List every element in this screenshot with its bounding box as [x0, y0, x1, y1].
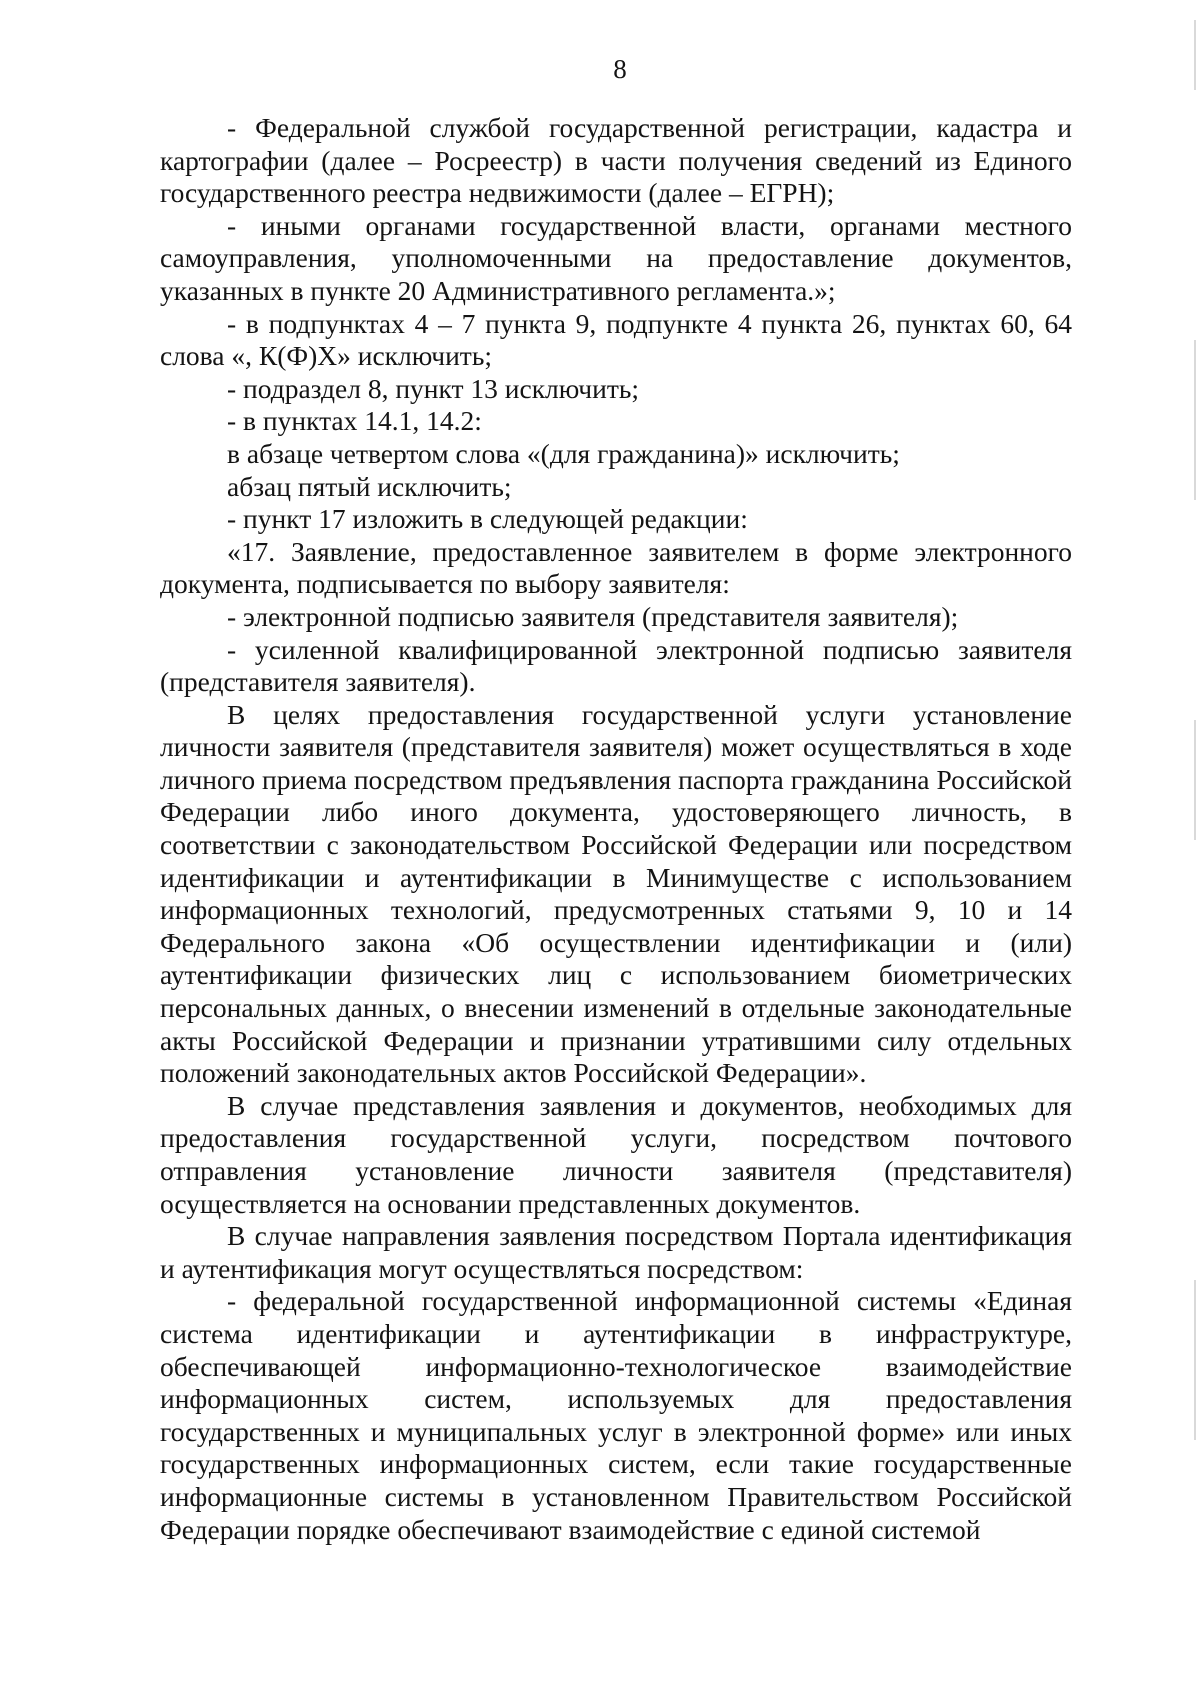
paragraph: «17. Заявление, предоставленное заявителем в форме электронного документа, подписывается по выбору заявителя:: [160, 535, 1072, 600]
paragraph: В случае представления заявления и документов, необходимых для предоставления государственной услуги, посредством почтового отправления установление личности заявителя (представителя) осуществляется на основании представленных документов.: [160, 1089, 1072, 1219]
paragraph: - в подпунктах 4 – 7 пункта 9, подпункте 4 пункта 26, пунктах 60, 64 слова «, К(Ф)Х» исключить;: [160, 307, 1072, 372]
paragraph: абзац пятый исключить;: [227, 470, 512, 502]
paragraph: - усиленной квалифицированной электронной подписью заявителя (представителя заявителя).: [160, 633, 1072, 698]
paragraph: - Федеральной службой государственной регистрации, кадастра и картографии (далее – Росреестр) в части получения сведений из Единого государственного реестра недвижимости (далее – ЕГРН);: [160, 112, 1072, 209]
paragraph: В случае направления заявления посредством Портала идентификация и аутентификация могут осуществляться посредством:: [160, 1220, 1072, 1284]
page-number: 8: [613, 54, 627, 84]
paragraph: - электронной подписью заявителя (представителя заявителя);: [227, 600, 959, 632]
scan-edge-mark: [1194, 20, 1196, 90]
scan-edge-mark: [1194, 340, 1196, 500]
paragraph: в абзаце четвертом слова «(для гражданина)» исключить;: [227, 437, 900, 469]
scan-edge-mark: [1194, 1280, 1196, 1440]
scan-edge-mark: [1194, 720, 1196, 840]
paragraph: - в пунктах 14.1, 14.2:: [227, 405, 482, 437]
paragraph: - пункт 17 изложить в следующей редакции:: [227, 503, 748, 535]
paragraph: - иными органами государственной власти, органами местного самоуправления, уполномоченными на предоставление документов, указанных в пункте 20 Административного регламента.»;: [160, 209, 1072, 306]
paragraph: - федеральной государственной информационной системы «Единая система идентификации и аутентификации в инфраструктуре, обеспечивающей информационно-технологическое взаимодействие информационных систем, используемых для предоставления государственных и муниципальных услуг в электронной форме» или иных государственных информационных систем, если такие государственные информационные системы в установленном Правительством Российской Федерации порядке обеспечивают взаимодействие с единой системой: [160, 1285, 1072, 1545]
paragraph: В целях предоставления государственной услуги установление личности заявителя (представителя заявителя) может осуществляться в ходе личного приема посредством предъявления паспорта гражданина Российской Федерации либо иного документа, удостоверяющего личность, в соответствии с законодательством Российской Федерации или посредством идентификации и аутентификации в Минимуществе с использованием информационных технологий, предусмотренных статьями 9, 10 и 14 Федерального закона «Об осуществлении идентификации и (или) аутентификации физических лиц с использованием биометрических персональных данных, о внесении изменений в отдельные законодательные акты Российской Федерации и признании утратившими силу отдельных положений законодательных актов Российской Федерации».: [160, 698, 1072, 1089]
paragraph: - подраздел 8, пункт 13 исключить;: [227, 372, 640, 404]
document-body: [160, 112, 1072, 1546]
